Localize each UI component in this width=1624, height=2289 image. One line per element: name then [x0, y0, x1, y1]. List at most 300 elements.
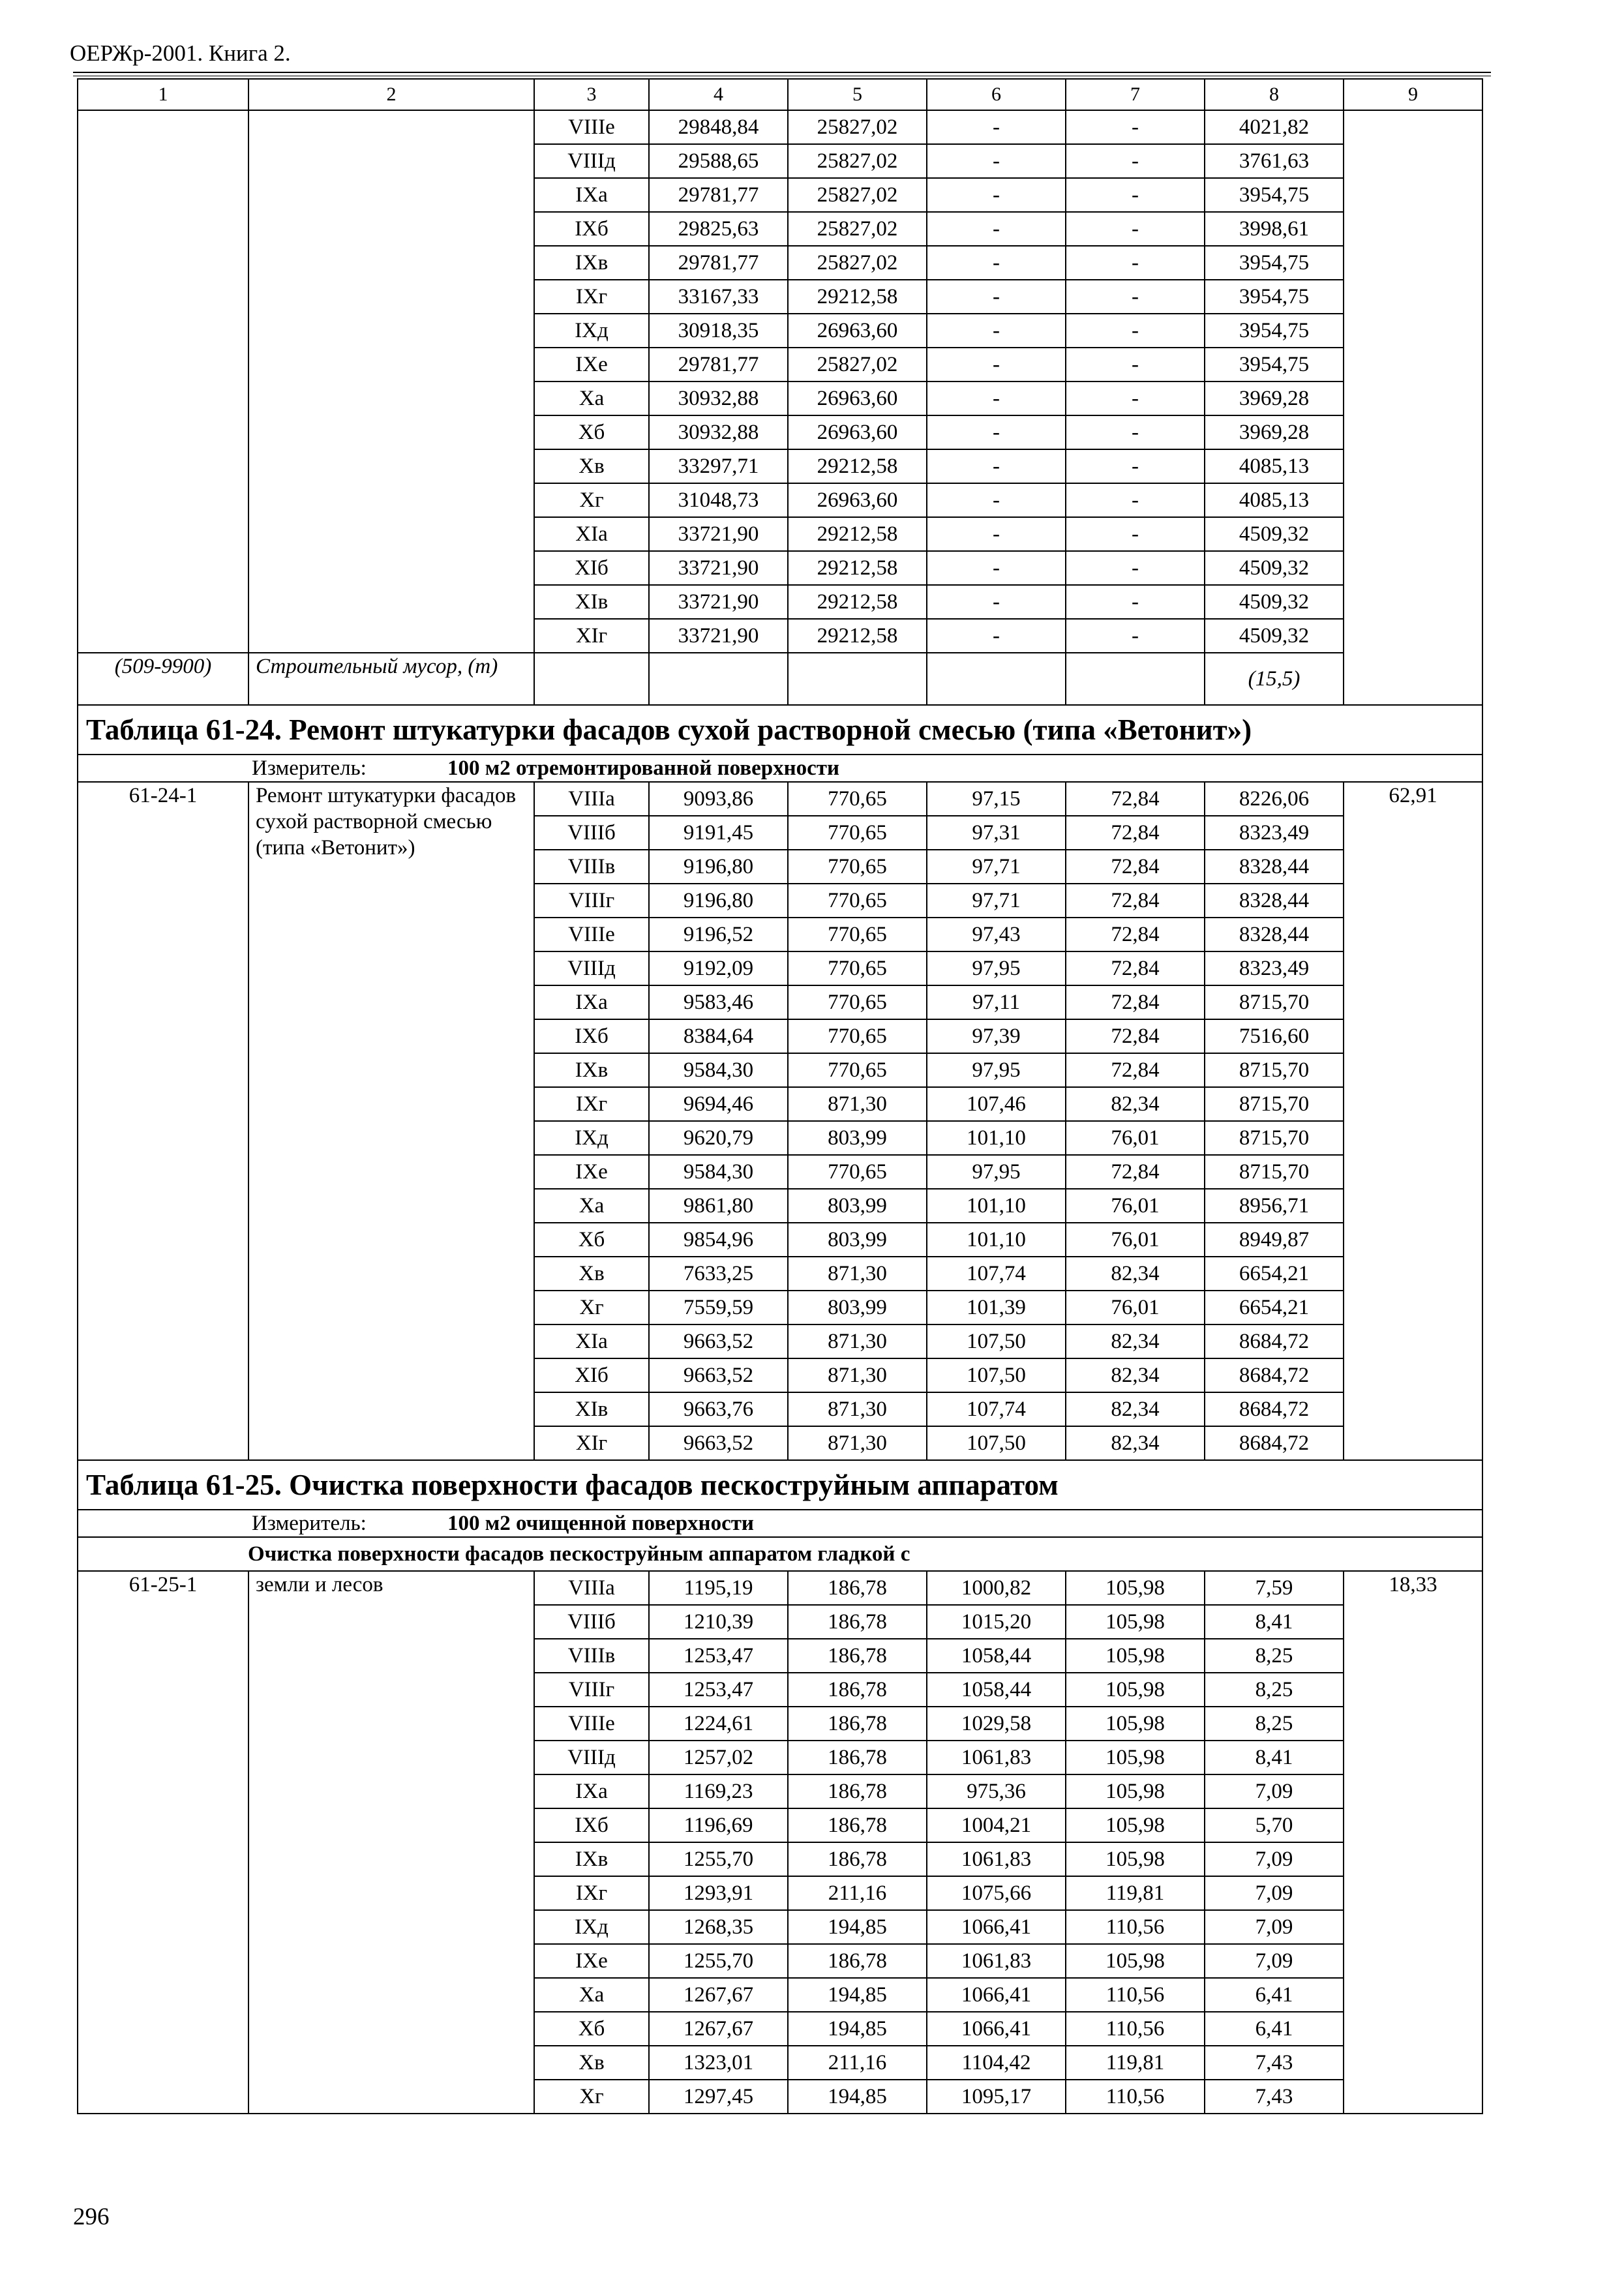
value-cell: 82,34 [1066, 1257, 1205, 1291]
region-zone-cell: VIIIв [534, 850, 649, 884]
value-cell: 107,46 [927, 1087, 1066, 1121]
region-zone-cell: Xа [534, 1978, 649, 2012]
value-cell: - [927, 415, 1066, 449]
region-zone-cell: XIв [534, 1392, 649, 1426]
value-cell: 9663,52 [649, 1426, 788, 1460]
value-cell: - [927, 212, 1066, 246]
value-cell: 4509,32 [1205, 585, 1344, 619]
value-cell: - [1066, 212, 1205, 246]
value-cell: 8323,49 [1205, 816, 1344, 850]
region-zone-cell: IXб [534, 1019, 649, 1053]
value-cell: 97,39 [927, 1019, 1066, 1053]
value-cell: 8715,70 [1205, 1053, 1344, 1087]
region-zone-cell: IXв [534, 246, 649, 280]
value-cell: - [927, 382, 1066, 415]
value-cell: 82,34 [1066, 1087, 1205, 1121]
value-cell: - [1066, 551, 1205, 585]
value-cell: 4085,13 [1205, 449, 1344, 483]
value-cell: 3969,28 [1205, 415, 1344, 449]
value-cell: 101,10 [927, 1121, 1066, 1155]
value-cell: 186,78 [788, 1673, 927, 1707]
value-cell: 33721,90 [649, 585, 788, 619]
subheading: Очистка поверхности фасадов пескоструйным аппаратом гладкой с [78, 1537, 1482, 1571]
value-cell: 770,65 [788, 782, 927, 816]
value-cell: 72,84 [1066, 782, 1205, 816]
value-cell: 72,84 [1066, 884, 1205, 918]
value-cell: 770,65 [788, 918, 927, 951]
value-cell: 7,09 [1205, 1944, 1344, 1978]
measure-cell [78, 1510, 1482, 1537]
value-cell: 4509,32 [1205, 517, 1344, 551]
value-cell: 8328,44 [1205, 918, 1344, 951]
value-cell: 105,98 [1066, 1808, 1205, 1842]
table-title: Таблица 61-25. Очистка поверхности фасадов пескоструйным аппаратом [78, 1460, 1482, 1510]
value-cell: 8,25 [1205, 1639, 1344, 1673]
value-cell: - [927, 110, 1066, 144]
value-cell: 9854,96 [649, 1223, 788, 1257]
value-cell: 26963,60 [788, 382, 927, 415]
value-cell: 110,56 [1066, 2080, 1205, 2114]
value-cell: 30932,88 [649, 415, 788, 449]
value-cell: 9093,86 [649, 782, 788, 816]
value-cell: 9196,80 [649, 850, 788, 884]
value-cell: 1015,20 [927, 1605, 1066, 1639]
value-cell: 770,65 [788, 1019, 927, 1053]
value-cell: 1004,21 [927, 1808, 1066, 1842]
column-number: 6 [927, 79, 1066, 110]
value-cell: 9620,79 [649, 1121, 788, 1155]
value-cell: 194,85 [788, 1910, 927, 1944]
region-zone-cell: VIIIд [534, 144, 649, 178]
value-cell: 29848,84 [649, 110, 788, 144]
value-cell: 72,84 [1066, 985, 1205, 1019]
column-number: 8 [1205, 79, 1344, 110]
value-cell: 803,99 [788, 1121, 927, 1155]
code-cell: 61-25-1 [78, 1571, 248, 2114]
value-cell: - [1066, 382, 1205, 415]
region-zone-cell: VIIIа [534, 1571, 649, 1605]
region-zone-cell: Xв [534, 2046, 649, 2080]
value-cell: 1058,44 [927, 1639, 1066, 1673]
region-zone-cell: IXа [534, 178, 649, 212]
value-cell: 107,74 [927, 1392, 1066, 1426]
material-qty: (15,5) [1205, 653, 1344, 705]
value-cell: 33721,90 [649, 517, 788, 551]
table-title-row [78, 1460, 1482, 1510]
region-zone-cell: VIIIб [534, 816, 649, 850]
value-cell: 72,84 [1066, 951, 1205, 985]
empty-cell [788, 653, 927, 705]
value-cell: 107,50 [927, 1358, 1066, 1392]
region-zone-cell: XIа [534, 1324, 649, 1358]
value-cell: - [1066, 246, 1205, 280]
value-cell: 7559,59 [649, 1291, 788, 1324]
value-cell: 8328,44 [1205, 884, 1344, 918]
value-cell: 97,95 [927, 1155, 1066, 1189]
value-cell: 8684,72 [1205, 1392, 1344, 1426]
value-cell: 6654,21 [1205, 1257, 1344, 1291]
value-cell: 25827,02 [788, 348, 927, 382]
value-cell: 9861,80 [649, 1189, 788, 1223]
value-cell: 9196,52 [649, 918, 788, 951]
column-number: 1 [78, 79, 248, 110]
value-cell: 1253,47 [649, 1673, 788, 1707]
value-cell: 30918,35 [649, 314, 788, 348]
value-cell: 31048,73 [649, 483, 788, 517]
value-cell: 6,41 [1205, 1978, 1344, 2012]
table-title-row [78, 705, 1482, 755]
value-cell: 1095,17 [927, 2080, 1066, 2114]
value-cell: - [1066, 280, 1205, 314]
value-cell: 1066,41 [927, 1978, 1066, 2012]
value-cell: 29588,65 [649, 144, 788, 178]
value-cell: 3954,75 [1205, 348, 1344, 382]
region-zone-cell: XIа [534, 517, 649, 551]
value-cell: 101,39 [927, 1291, 1066, 1324]
value-cell: 8,25 [1205, 1673, 1344, 1707]
value-cell: 6,41 [1205, 2012, 1344, 2046]
value-cell: - [927, 517, 1066, 551]
value-cell: 8956,71 [1205, 1189, 1344, 1223]
table-row [78, 1571, 1482, 1605]
value-cell: 186,78 [788, 1944, 927, 1978]
value-cell: 7,43 [1205, 2046, 1344, 2080]
value-cell: 29781,77 [649, 348, 788, 382]
material-code: (509-9900) [78, 653, 248, 705]
value-cell: 211,16 [788, 2046, 927, 2080]
value-cell: 72,84 [1066, 918, 1205, 951]
value-cell: 29825,63 [649, 212, 788, 246]
value-cell: 803,99 [788, 1189, 927, 1223]
value-cell: 33167,33 [649, 280, 788, 314]
value-cell: 119,81 [1066, 2046, 1205, 2080]
region-zone-cell: IXб [534, 212, 649, 246]
value-cell: 8715,70 [1205, 1087, 1344, 1121]
measure-row [78, 1510, 1482, 1537]
value-cell: 30932,88 [649, 382, 788, 415]
value-cell: 72,84 [1066, 1019, 1205, 1053]
value-cell: 105,98 [1066, 1673, 1205, 1707]
value-cell: 194,85 [788, 1978, 927, 2012]
rates-table [77, 78, 1483, 2114]
value-cell: 1061,83 [927, 1944, 1066, 1978]
region-zone-cell: Xг [534, 483, 649, 517]
value-cell: 82,34 [1066, 1358, 1205, 1392]
column-number-row [78, 79, 1482, 110]
value-cell: 8226,06 [1205, 782, 1344, 816]
value-cell: 9583,46 [649, 985, 788, 1019]
value-cell: 107,50 [927, 1324, 1066, 1358]
value-cell: 25827,02 [788, 178, 927, 212]
value-cell: - [927, 449, 1066, 483]
value-cell: 97,71 [927, 850, 1066, 884]
table-row [78, 782, 1482, 816]
region-zone-cell: VIIIа [534, 782, 649, 816]
value-cell: 186,78 [788, 1707, 927, 1741]
value-cell: 33721,90 [649, 619, 788, 653]
measure-cell [78, 755, 1482, 782]
column-number: 3 [534, 79, 649, 110]
value-cell: 25827,02 [788, 110, 927, 144]
value-cell: 1267,67 [649, 1978, 788, 2012]
value-cell: - [1066, 144, 1205, 178]
value-cell: 3954,75 [1205, 314, 1344, 348]
value-cell: - [1066, 585, 1205, 619]
value-cell: 186,78 [788, 1774, 927, 1808]
value-cell: 7633,25 [649, 1257, 788, 1291]
measure-label: Измеритель: [252, 756, 367, 780]
value-cell: 186,78 [788, 1808, 927, 1842]
value-cell: - [1066, 314, 1205, 348]
value-cell: 7,59 [1205, 1571, 1344, 1605]
value-cell: 82,34 [1066, 1324, 1205, 1358]
value-cell: 194,85 [788, 2080, 927, 2114]
column-number: 5 [788, 79, 927, 110]
header-rule [73, 72, 1491, 73]
region-zone-cell: XIг [534, 1426, 649, 1460]
value-cell: 186,78 [788, 1741, 927, 1774]
value-cell: 4021,82 [1205, 110, 1344, 144]
value-cell: 97,15 [927, 782, 1066, 816]
value-cell: 871,30 [788, 1392, 927, 1426]
value-cell: 76,01 [1066, 1121, 1205, 1155]
region-zone-cell: IXе [534, 1944, 649, 1978]
value-cell: 29212,58 [788, 551, 927, 585]
value-cell: 1066,41 [927, 2012, 1066, 2046]
value-cell: 9663,52 [649, 1324, 788, 1358]
value-cell: 26963,60 [788, 314, 927, 348]
region-zone-cell: Xг [534, 1291, 649, 1324]
region-zone-cell: VIIIв [534, 1639, 649, 1673]
region-zone-cell: XIг [534, 619, 649, 653]
value-cell: - [927, 314, 1066, 348]
value-cell: - [927, 585, 1066, 619]
region-zone-cell: VIIIг [534, 884, 649, 918]
value-cell: - [1066, 517, 1205, 551]
value-cell: - [927, 483, 1066, 517]
region-zone-cell: IXб [534, 1808, 649, 1842]
region-zone-cell: VIIIе [534, 918, 649, 951]
value-cell: 9584,30 [649, 1155, 788, 1189]
value-cell: 8,41 [1205, 1741, 1344, 1774]
value-cell: - [927, 144, 1066, 178]
name-cell [248, 110, 534, 653]
value-cell: 97,31 [927, 816, 1066, 850]
value-cell: 76,01 [1066, 1291, 1205, 1324]
empty-cell [1344, 653, 1482, 705]
value-cell: 97,95 [927, 951, 1066, 985]
region-zone-cell: Xа [534, 1189, 649, 1223]
value-cell: 8,25 [1205, 1707, 1344, 1741]
value-cell: 29781,77 [649, 178, 788, 212]
value-cell: 770,65 [788, 951, 927, 985]
region-zone-cell: XIб [534, 1358, 649, 1392]
value-cell: 29212,58 [788, 619, 927, 653]
value-cell: 8328,44 [1205, 850, 1344, 884]
region-zone-cell: VIIIд [534, 951, 649, 985]
value-cell: 25827,02 [788, 144, 927, 178]
value-cell: 4085,13 [1205, 483, 1344, 517]
region-zone-cell: Xа [534, 382, 649, 415]
value-cell: 8949,87 [1205, 1223, 1344, 1257]
value-cell: 1210,39 [649, 1605, 788, 1639]
value-cell: 7,09 [1205, 1910, 1344, 1944]
subheading-row [78, 1537, 1482, 1571]
value-cell: - [927, 619, 1066, 653]
value-cell: 26963,60 [788, 483, 927, 517]
region-zone-cell: IXг [534, 1087, 649, 1121]
value-cell: 8684,72 [1205, 1358, 1344, 1392]
region-zone-cell: VIIIе [534, 110, 649, 144]
value-cell: 186,78 [788, 1639, 927, 1673]
value-cell: 1268,35 [649, 1910, 788, 1944]
value-cell: 33297,71 [649, 449, 788, 483]
region-zone-cell: IXв [534, 1053, 649, 1087]
value-cell: 1255,70 [649, 1842, 788, 1876]
region-zone-cell: Xб [534, 2012, 649, 2046]
value-cell: 7,09 [1205, 1842, 1344, 1876]
column-number: 7 [1066, 79, 1205, 110]
value-cell: 1058,44 [927, 1673, 1066, 1707]
page-number: 296 [73, 2204, 110, 2230]
value-cell: 105,98 [1066, 1944, 1205, 1978]
region-zone-cell: IXд [534, 314, 649, 348]
value-cell: 110,56 [1066, 1910, 1205, 1944]
value-cell: 97,11 [927, 985, 1066, 1019]
value-cell: 107,50 [927, 1426, 1066, 1460]
value-cell: - [927, 348, 1066, 382]
value-cell: 8715,70 [1205, 1155, 1344, 1189]
value-cell: 97,43 [927, 918, 1066, 951]
empty-cell [1066, 653, 1205, 705]
value-cell: - [927, 280, 1066, 314]
value-cell: 105,98 [1066, 1774, 1205, 1808]
value-cell: 1267,67 [649, 2012, 788, 2046]
value-cell: 871,30 [788, 1087, 927, 1121]
value-cell: 76,01 [1066, 1189, 1205, 1223]
value-cell: 194,85 [788, 2012, 927, 2046]
value-cell: 186,78 [788, 1605, 927, 1639]
value-cell: 1104,42 [927, 2046, 1066, 2080]
document-header-title: ОЕРЖр-2001. Книга 2. [70, 40, 291, 66]
value-cell: 871,30 [788, 1358, 927, 1392]
value-cell: 26963,60 [788, 415, 927, 449]
value-cell: 770,65 [788, 1155, 927, 1189]
value-cell: 871,30 [788, 1257, 927, 1291]
value-cell: 110,56 [1066, 1978, 1205, 2012]
value-cell: 8684,72 [1205, 1426, 1344, 1460]
value-cell: 72,84 [1066, 816, 1205, 850]
region-zone-cell: VIIIд [534, 1741, 649, 1774]
empty-cell [534, 653, 649, 705]
value-cell: 3954,75 [1205, 178, 1344, 212]
value-cell: 29212,58 [788, 449, 927, 483]
measure-value: 100 м2 отремонтированной поверхности [447, 756, 839, 780]
value-cell: 3954,75 [1205, 280, 1344, 314]
value-cell: 82,34 [1066, 1392, 1205, 1426]
empty-cell [927, 653, 1066, 705]
value-cell: 9196,80 [649, 884, 788, 918]
value-cell: 29212,58 [788, 280, 927, 314]
value-cell: 1195,19 [649, 1571, 788, 1605]
region-zone-cell: IXг [534, 1876, 649, 1910]
value-cell: 8715,70 [1205, 985, 1344, 1019]
value-cell: 29781,77 [649, 246, 788, 280]
value-cell: 1257,02 [649, 1741, 788, 1774]
value-cell: 29212,58 [788, 517, 927, 551]
region-zone-cell: XIв [534, 585, 649, 619]
value-cell: 871,30 [788, 1324, 927, 1358]
region-zone-cell: Xб [534, 1223, 649, 1257]
value-cell: 9663,52 [649, 1358, 788, 1392]
value-cell: 1323,01 [649, 2046, 788, 2080]
value-cell: 33721,90 [649, 551, 788, 585]
value-cell: 9663,76 [649, 1392, 788, 1426]
value-cell: 119,81 [1066, 1876, 1205, 1910]
measure-label: Измеритель: [252, 1512, 367, 1535]
code-cell: 61-24-1 [78, 782, 248, 1460]
value-cell: 871,30 [788, 1426, 927, 1460]
material-row [78, 653, 1482, 705]
value-cell: 3761,63 [1205, 144, 1344, 178]
value-cell: - [1066, 348, 1205, 382]
value-cell: 9192,09 [649, 951, 788, 985]
value-cell: 25827,02 [788, 246, 927, 280]
region-zone-cell: Xб [534, 415, 649, 449]
column-number: 2 [248, 79, 534, 110]
column-number: 4 [649, 79, 788, 110]
value-cell: - [927, 551, 1066, 585]
value-cell: 211,16 [788, 1876, 927, 1910]
region-zone-cell: VIIIг [534, 1673, 649, 1707]
region-zone-cell: VIIIб [534, 1605, 649, 1639]
region-zone-cell: IXд [534, 1910, 649, 1944]
region-zone-cell: IXв [534, 1842, 649, 1876]
value-cell: 8384,64 [649, 1019, 788, 1053]
empty-cell [649, 653, 788, 705]
value-cell: 1293,91 [649, 1876, 788, 1910]
value-cell: 107,74 [927, 1257, 1066, 1291]
value-cell: 29212,58 [788, 585, 927, 619]
value-cell: 1297,45 [649, 2080, 788, 2114]
value-cell: 803,99 [788, 1291, 927, 1324]
region-zone-cell: IXе [534, 348, 649, 382]
value-cell: 1169,23 [649, 1774, 788, 1808]
value-cell: 1255,70 [649, 1944, 788, 1978]
region-zone-cell: IXа [534, 985, 649, 1019]
value-cell: - [1066, 178, 1205, 212]
value-cell: 770,65 [788, 884, 927, 918]
col9-cell: 62,91 [1344, 782, 1482, 1460]
value-cell: 8323,49 [1205, 951, 1344, 985]
material-name: Строительный мусор, (т) [248, 653, 534, 705]
column-number: 9 [1344, 79, 1482, 110]
value-cell: 9191,45 [649, 816, 788, 850]
code-cell [78, 110, 248, 653]
region-zone-cell: Xв [534, 449, 649, 483]
value-cell: 97,71 [927, 884, 1066, 918]
value-cell: 97,95 [927, 1053, 1066, 1087]
value-cell: 7516,60 [1205, 1019, 1344, 1053]
value-cell: - [1066, 449, 1205, 483]
value-cell: - [1066, 619, 1205, 653]
value-cell: 1196,69 [649, 1808, 788, 1842]
value-cell: - [927, 246, 1066, 280]
region-zone-cell: Xв [534, 1257, 649, 1291]
region-zone-cell: XIб [534, 551, 649, 585]
value-cell: - [1066, 110, 1205, 144]
value-cell: 82,34 [1066, 1426, 1205, 1460]
